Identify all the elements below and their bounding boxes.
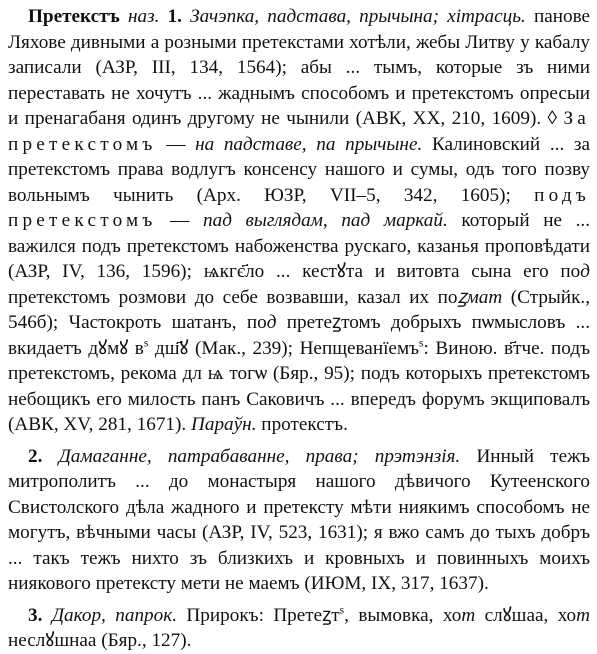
quotation: слꙋшаа, хо [475, 604, 577, 626]
sense-gloss: Зачэпка, падстава, прычына; хітрасць. [190, 6, 526, 27]
superscript: ѕ [143, 337, 149, 350]
cross-reference-target: протекстъ. [261, 414, 348, 435]
italic-letter: т [461, 604, 476, 626]
quotation: неслꙋшнаа (Бяр., 127). [8, 630, 192, 651]
phrase-heading: За претекстомъ [8, 108, 591, 155]
quotation: Инный тежъ митрополитъ ... до монастыря нашого дѣвичого Кутеенского Свистолского дѣла жадного и претексту мѣти ниякимъ способомъ не могутъ, вѣчными часы (АЗР, IV, 523, 1631); я вжо самъ до тыхъ добръ ... такъ тежъ нихто зъ близкихъ и кровныхъ и повинныхъ моихъ ниякового претексту мети не маемъ (ИЮМ, IX, 317, 1637). [8, 445, 591, 594]
quotation: Прирокъ: Претеꙁт [186, 604, 340, 626]
italic-letter: т [576, 604, 591, 626]
sense-2-paragraph [8, 444, 590, 597]
quotation: , вымовка, хо [344, 604, 462, 626]
quotation: Калиновский ... за претекстомъ права водлугъ консенсу нашого и сумы, одъ того позву вольнымъ чынить (Арх. ЮЗР, VII–5, 342, 1605); [8, 133, 591, 206]
phrase-gloss: пад выглядам, пад маркай. [203, 210, 448, 231]
headword: Претекстъ [28, 6, 120, 27]
italic-word: ꙁмат [457, 286, 503, 308]
grammatical-label: наз. [127, 6, 160, 27]
quotation: панове Ляхове дивными а розными претекстами хотѣли, жебы Литву у кабалу записали (АЗР, III, 134, 1564); абы ... тымъ, которые зъ ними переставать не хочутъ ... жаднымъ способомъ и претекстомъ опресыи и пренагабаня одинъ другому не чынили (АВК, XX, 210, 1609). [8, 6, 591, 129]
diamond-marker: ◊ [547, 108, 558, 129]
phrase-heading: подъ претекстомъ [8, 184, 590, 231]
superscript: ѕ [419, 337, 424, 350]
sense-gloss: Дамаганне, патрабаванне, права; прэтэнзія. [58, 445, 461, 467]
quotation: : Виною. в҃тче. подъ претекстомъ, рекома дл ѩ тогѡ (Бяр., 95); подъ которыхъ претекстомъ небощикъ его милость панъ Саковичъ ... впередъ форумъ экщиповалъ (АВК, XV, 281, 1671). [8, 337, 591, 435]
italic-letter: д [266, 312, 277, 333]
dictionary-entry [8, 4, 590, 654]
quotation: претекстомъ розмови до себе возвавши, казал их по [8, 286, 458, 308]
quotation: (Стрыйк., 546б); Частокроть шатанъ, по [8, 286, 590, 333]
quotation: дш҃ꙋ (Мак., 239); Непщеванїемъ [148, 337, 420, 359]
superscript: ѕ [339, 604, 345, 617]
sense-number: 3. [28, 604, 43, 626]
sense-1-paragraph [8, 4, 590, 438]
phrase-gloss: на падставе, па прычыне. [195, 133, 423, 155]
quotation: претеꙁтомъ добрыхъ пѡмысловъ ... вкидаетъ дꙋмꙋ в [8, 312, 590, 359]
sense-gloss: Дакор, папрок. [51, 604, 177, 626]
italic-letter: д [580, 261, 590, 282]
sense-number: 2. [28, 445, 43, 467]
cross-reference-label: Параўн. [191, 414, 257, 435]
dash: — [170, 210, 190, 231]
quotation: который не ... важился подъ претекстомъ набоженства рускаго, казанья проповѣдати (АЗР, IV, 136, 1596); ѩкгє҃ло ... кестꙋта и витовта сына его по [8, 210, 591, 282]
sense-3-paragraph [8, 603, 590, 654]
dash: — [166, 133, 186, 155]
sense-number: 1. [167, 6, 182, 27]
